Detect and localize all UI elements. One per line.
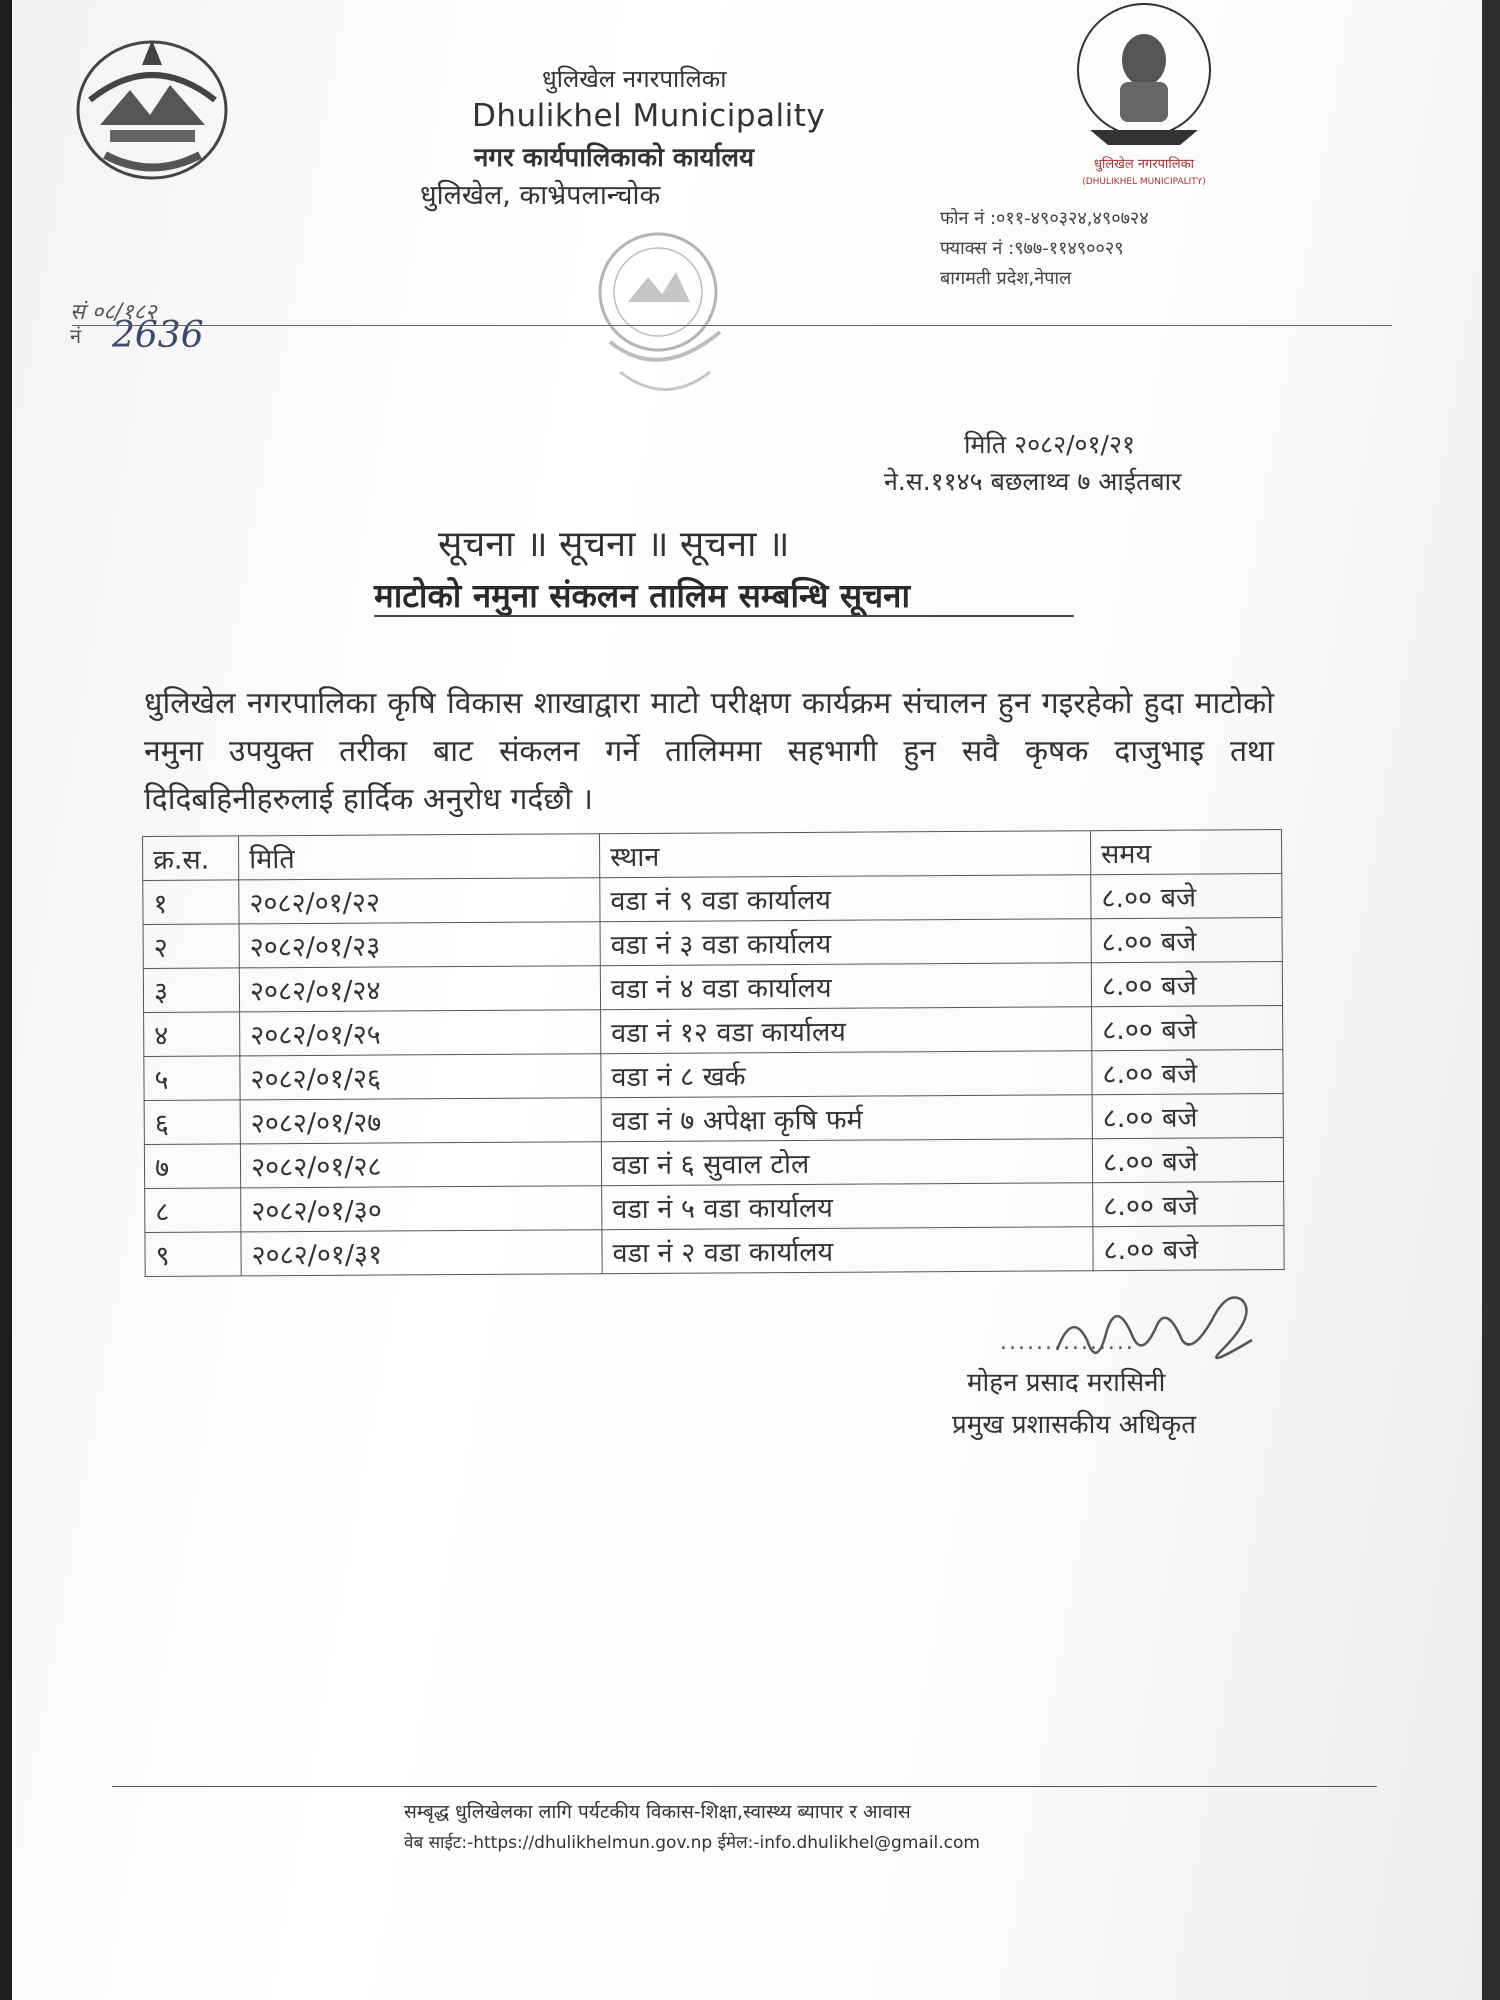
cell-serial: ५ bbox=[144, 1056, 240, 1101]
table-row bbox=[144, 1138, 1283, 1189]
cell-date: २०८२/०१/२७ bbox=[240, 1098, 601, 1144]
date-nepal-sambat: ने.स.११४५ बछलाथ्व ७ आईतबार bbox=[884, 467, 1182, 496]
cell-date: २०८२/०१/२५ bbox=[240, 1010, 601, 1056]
background-edge-right bbox=[1482, 0, 1500, 2000]
cell-serial: २ bbox=[143, 924, 239, 969]
phone-number: फोन नं :०११-४९०३२४,४९०७२४ bbox=[940, 208, 1149, 229]
table-row bbox=[143, 874, 1282, 925]
cell-date: २०८२/०१/२४ bbox=[239, 966, 600, 1012]
signer-name: मोहन प्रसाद मरासिनी bbox=[967, 1368, 1166, 1398]
cell-place: वडा नं ५ वडा कार्यालय bbox=[602, 1183, 1093, 1230]
footer-contact: वेब साईट:-https://dhulikhelmun.gov.np ईमेल:-info.dhulikhel@gmail.com bbox=[404, 1833, 980, 1853]
table-row bbox=[145, 1226, 1284, 1277]
cell-time: ८.०० बजे bbox=[1093, 1226, 1284, 1271]
table-row bbox=[144, 1094, 1283, 1145]
cell-time: ८.०० बजे bbox=[1091, 874, 1282, 919]
table-row bbox=[144, 1006, 1283, 1057]
signer-title: प्रमुख प्रशासकीय अधिकृत bbox=[952, 1410, 1197, 1440]
fiscal-year-ref: सं ०८/१८२ bbox=[70, 300, 157, 325]
cell-time: ८.०० बजे bbox=[1092, 1138, 1283, 1183]
header-time: समय bbox=[1090, 830, 1281, 875]
footer-divider bbox=[112, 1786, 1377, 1787]
office-seal-stamp-icon bbox=[570, 222, 760, 422]
cell-serial: ९ bbox=[145, 1232, 241, 1277]
ref-number-handwritten: 2636 bbox=[112, 315, 204, 356]
cell-time: ८.०० बजे bbox=[1091, 918, 1282, 963]
logo-caption-en: (DHULIKHEL MUNICIPALITY) bbox=[1082, 177, 1206, 187]
cell-date: २०८२/०१/३१ bbox=[241, 1230, 602, 1276]
notice-title: सूचना ॥ सूचना ॥ सूचना ॥ bbox=[438, 524, 790, 565]
table-row bbox=[143, 962, 1282, 1013]
fax-number: फ्याक्स नं :९७७-११४९००२९ bbox=[940, 238, 1124, 259]
table-row bbox=[144, 1050, 1283, 1101]
date-miti: मिति २०८२/०१/२१ bbox=[964, 430, 1135, 459]
cell-date: २०८२/०१/२८ bbox=[240, 1142, 601, 1188]
cell-time: ८.०० बजे bbox=[1092, 1006, 1283, 1051]
municipality-name-np: धुलिखेल नगरपालिका bbox=[542, 65, 727, 93]
header-serial: क्र.स. bbox=[143, 836, 239, 881]
cell-place: वडा नं ८ खर्क bbox=[601, 1051, 1092, 1098]
footer-slogan: सम्बृद्ध धुलिखेलका लागि पर्यटकीय विकास-शिक्षा,स्वास्थ्य ब्यापार र आवास bbox=[404, 1801, 911, 1823]
background-edge-left bbox=[0, 0, 12, 2000]
address: धुलिखेल, काभ्रेपलान्चोक bbox=[420, 180, 661, 211]
notice-body: धुलिखेल नगरपालिका कृषि विकास शाखाद्वारा माटो परीक्षण कार्यक्रम संचालन हुन गइरहेको हुदा माटोको नमुना उपयुक्त तरीका बाट संकलन गर्ने तालिममा सहभागी हुन सवै कृषक दाजुभाइ तथा दिदिबहिनीहरुलाई हार्दिक अनुरोध गर्दछौ । bbox=[144, 686, 1274, 817]
cell-time: ८.०० बजे bbox=[1092, 1094, 1283, 1139]
cell-date: २०८२/०१/३० bbox=[241, 1186, 602, 1232]
cell-date: २०८२/०१/२३ bbox=[239, 922, 600, 968]
cell-time: ८.०० बजे bbox=[1091, 962, 1282, 1007]
cell-place: वडा नं ३ वडा कार्यालय bbox=[600, 919, 1091, 966]
header-date: मिति bbox=[239, 834, 600, 880]
signature-dots: ............... bbox=[1000, 1330, 1135, 1355]
cell-place: वडा नं २ वडा कार्यालय bbox=[602, 1227, 1093, 1274]
office-name: नगर कार्यपालिकाको कार्यालय bbox=[474, 143, 755, 173]
municipality-name-en: Dhulikhel Municipality bbox=[472, 98, 826, 134]
cell-time: ८.०० बजे bbox=[1092, 1050, 1283, 1095]
cell-serial: ६ bbox=[144, 1100, 240, 1145]
cell-place: वडा नं ९ वडा कार्यालय bbox=[600, 875, 1091, 922]
cell-serial: ७ bbox=[144, 1144, 240, 1189]
cell-serial: ४ bbox=[144, 1012, 240, 1057]
cell-serial: १ bbox=[143, 880, 239, 925]
table-header-row bbox=[143, 830, 1282, 881]
cell-serial: ३ bbox=[143, 968, 239, 1013]
cell-date: २०८२/०१/२२ bbox=[239, 878, 600, 924]
subject-underline bbox=[374, 615, 1074, 617]
logo-caption-np: धुलिखेल नगरपालिका bbox=[1094, 157, 1194, 172]
cell-date: २०८२/०१/२६ bbox=[240, 1054, 601, 1100]
province: बागमती प्रदेश,नेपाल bbox=[940, 268, 1072, 289]
cell-place: वडा नं ६ सुवाल टोल bbox=[601, 1139, 1092, 1186]
notice-document bbox=[12, 0, 1482, 2000]
cell-time: ८.०० बजे bbox=[1093, 1182, 1284, 1227]
header-place: स्थान bbox=[599, 831, 1090, 878]
training-schedule-table bbox=[142, 829, 1285, 1277]
table-row bbox=[145, 1182, 1284, 1233]
nepal-emblem-icon bbox=[70, 30, 235, 190]
table-row bbox=[143, 918, 1282, 969]
cell-place: वडा नं १२ वडा कार्यालय bbox=[601, 1007, 1092, 1054]
cell-place: वडा नं ७ अपेक्षा कृषि फर्म bbox=[601, 1095, 1092, 1142]
municipality-logo-icon bbox=[1060, 0, 1228, 195]
ref-number-label: नं bbox=[70, 324, 82, 348]
notice-subject: माटोको नमुना संकलन तालिम सम्बन्धि सूचना bbox=[374, 576, 911, 615]
cell-place: वडा नं ४ वडा कार्यालय bbox=[600, 963, 1091, 1010]
cell-serial: ८ bbox=[145, 1188, 241, 1233]
